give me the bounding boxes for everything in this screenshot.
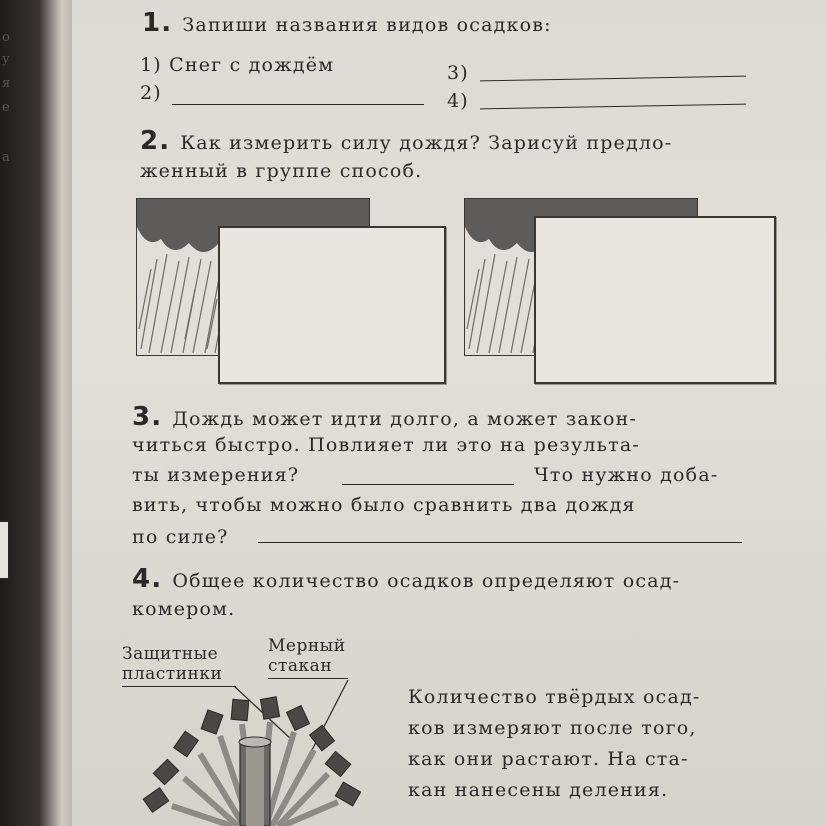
- task1-item-3: 3): [447, 62, 469, 84]
- edge-letter: у: [2, 52, 10, 67]
- task3-line4: вить, чтобы можно было сравнить два дождя: [132, 494, 636, 516]
- edge-letter: е: [2, 100, 10, 115]
- answer-line-task3-a[interactable]: [342, 484, 514, 485]
- task3-line1: [132, 402, 637, 432]
- label-text: Защитные: [122, 644, 219, 664]
- drawing-box-right[interactable]: [534, 216, 776, 384]
- label-text: пластинки: [122, 664, 223, 684]
- label-protective-plates: [122, 644, 222, 684]
- task-number: 2.: [140, 126, 171, 156]
- label-underline-cup: [268, 678, 348, 679]
- task-number: 4.: [132, 564, 163, 594]
- label-text: стакан: [268, 656, 333, 676]
- task2-line2: женный в группе способ.: [140, 160, 423, 182]
- drawing-box-left[interactable]: [218, 226, 446, 384]
- task2-line1: [140, 126, 672, 156]
- label-measuring-cup: [268, 636, 346, 676]
- edge-letter: я: [2, 76, 11, 91]
- task3-line2: читься быстро. Повлияет ли это на результа-: [132, 434, 641, 456]
- previous-page-edge: [0, 0, 72, 826]
- rain-gauge-icon: [142, 680, 362, 826]
- task4-text: Общее количество осадков определяют осад-: [172, 570, 681, 592]
- task1-heading: [142, 8, 552, 38]
- task3-line3b: Что нужно доба-: [534, 464, 719, 486]
- task1-prompt: Запиши названия видов осадков:: [182, 14, 552, 36]
- description-line: Количество твёрдых осад-: [408, 686, 701, 708]
- task-number: 1.: [142, 8, 173, 38]
- task3-text: Дождь может идти долго, а может закон-: [172, 408, 638, 430]
- label-text: Мерный: [268, 636, 346, 656]
- task3-line3a: ты измерения?: [132, 464, 300, 486]
- answer-line-3[interactable]: [480, 76, 746, 82]
- answer-line-task3-b[interactable]: [258, 542, 742, 543]
- task4-line1: [132, 564, 680, 594]
- description-line: кан нанесены деления.: [408, 779, 669, 801]
- description-line: ков измеряют после того,: [408, 717, 697, 739]
- workbook-page: [72, 0, 826, 826]
- task1-item-1: 1) Снег с дождём: [140, 54, 335, 76]
- task1-item-2: 2): [140, 82, 162, 104]
- edge-letter: а: [2, 150, 10, 165]
- edge-box: [0, 520, 10, 580]
- task2-text: Как измерить силу дождя? Зарисуй предло-: [180, 132, 673, 154]
- edge-letter: о: [2, 30, 10, 45]
- task4-line2: комером.: [132, 598, 236, 620]
- task3-line5: по силе?: [132, 526, 229, 548]
- task1-item-4: 4): [447, 90, 469, 112]
- answer-line-2[interactable]: [172, 104, 424, 105]
- task-number: 3.: [132, 402, 163, 432]
- description-line: как они растают. На ста-: [408, 748, 689, 770]
- answer-line-4[interactable]: [480, 104, 746, 110]
- gauge-description: [408, 682, 701, 806]
